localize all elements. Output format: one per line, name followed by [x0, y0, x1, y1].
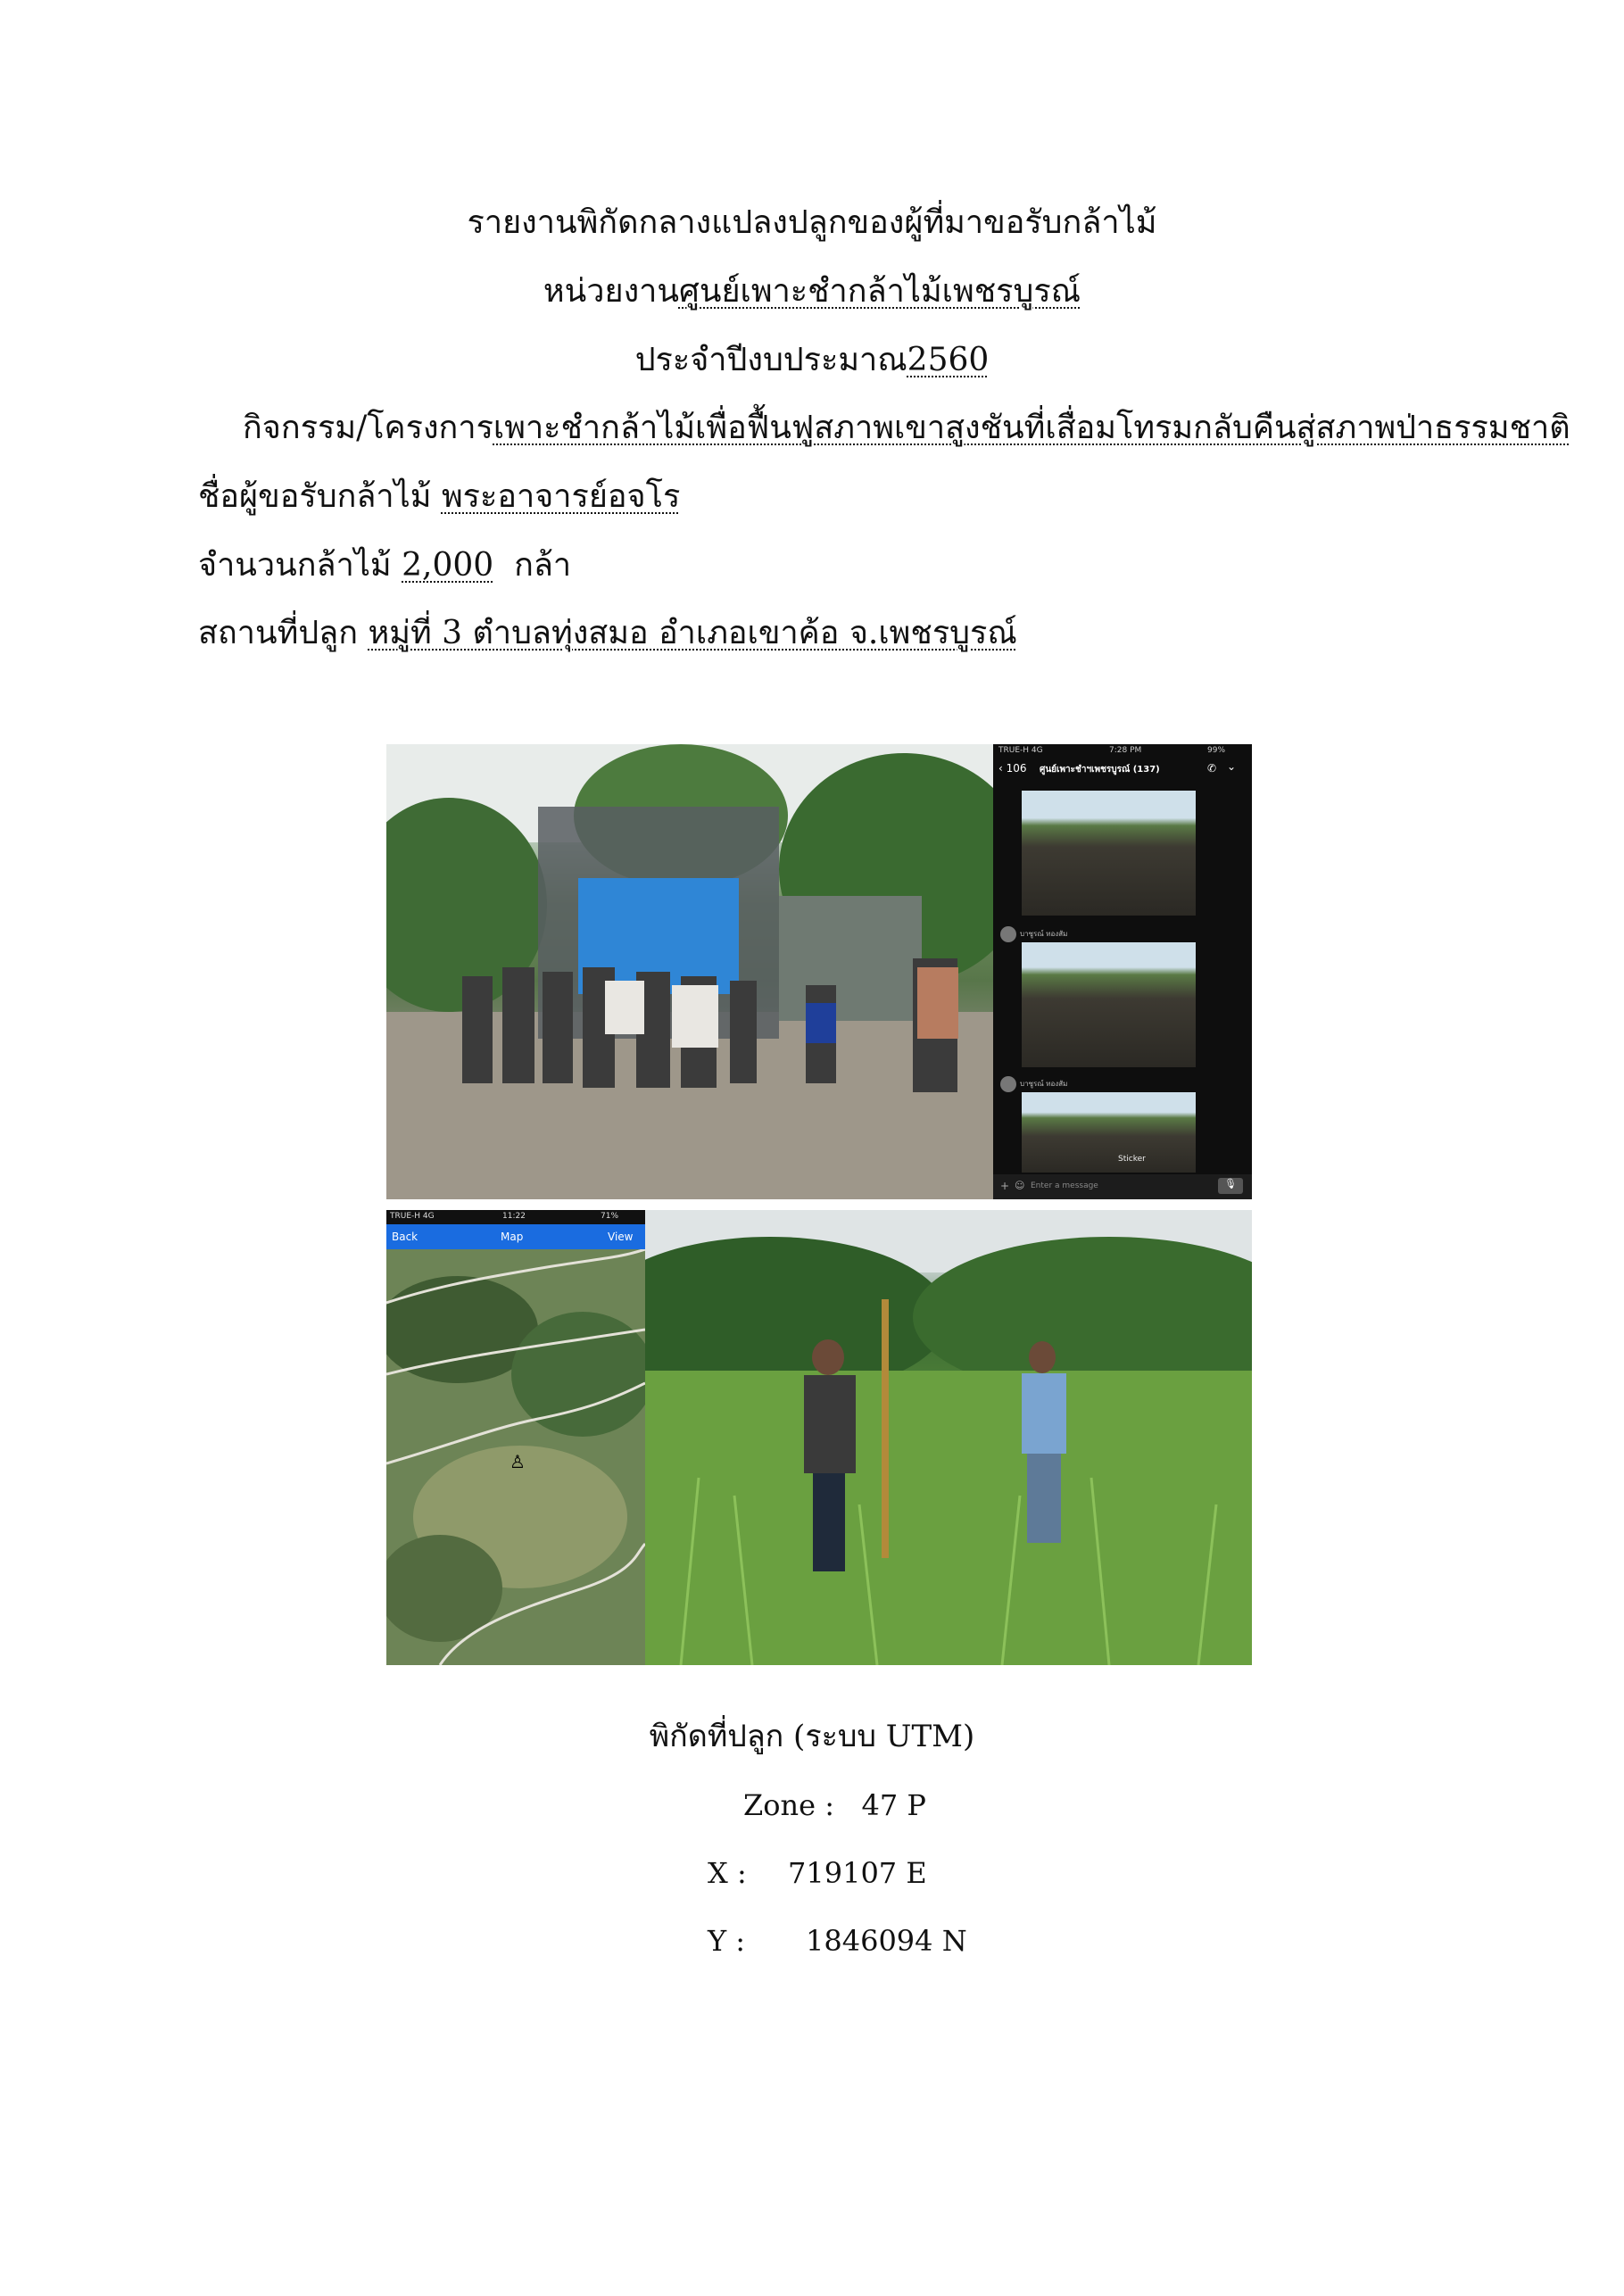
map-nav-bar [386, 1224, 645, 1249]
x-value: 719107 E [788, 1856, 927, 1890]
zone-line [743, 1788, 926, 1822]
emoji-icon[interactable]: ☺ [1015, 1180, 1025, 1191]
group-photo [386, 744, 993, 1199]
y-value: 1846094 N [806, 1924, 967, 1958]
fiscal-year-line [0, 341, 1624, 380]
chat-screenshot [993, 744, 1252, 1199]
agency-value: ศูนย์เพาะชำกล้าไม้เพชรบูรณ์ [678, 273, 1081, 310]
message-input[interactable]: Enter a message [1031, 1181, 1098, 1190]
fiscal-year-label: ประจำปีงบประมาณ [634, 342, 907, 378]
chat-status-time: 7:28 PM [1109, 746, 1142, 755]
chat-image-3[interactable] [1022, 1092, 1196, 1173]
map-status-bar [386, 1210, 645, 1224]
chat-sender-2: บาซูรณ์ ทองสัม [1020, 1080, 1068, 1088]
chat-image-2[interactable] [1022, 942, 1196, 1067]
chat-back-button[interactable] [998, 762, 1027, 775]
recipient-line [198, 477, 680, 517]
planting-site-illustration [645, 1210, 1252, 1665]
chat-back-count: 106 [1006, 762, 1027, 775]
map-screenshot [386, 1210, 645, 1665]
location-line [198, 614, 1017, 653]
agency-line [0, 272, 1624, 311]
map-status-time: 11:22 [502, 1212, 526, 1221]
avatar [1000, 1076, 1016, 1092]
project-value: เพาะชำกล้าไม้เพื่อฟื้นฟูสภาพเขาสูงชันที่เสื่อมโทรมกลับคืนสู่สภาพป่าธรรมชาติ [493, 410, 1570, 446]
map-status-carrier: TRUE-H 4G [390, 1212, 435, 1221]
chat-status-battery: 99% [1207, 746, 1226, 755]
amount-line [198, 546, 571, 585]
amount-label: จำนวนกล้าไม้ [198, 547, 392, 584]
phone-icon[interactable]: ✆ [1207, 762, 1217, 775]
fiscal-year-value: 2560 [907, 342, 990, 378]
microphone-icon[interactable]: 🎙 [1218, 1178, 1243, 1194]
zone-label: Zone : [743, 1788, 834, 1822]
avatar [1000, 926, 1016, 942]
location-label: สถานที่ปลูก [198, 615, 359, 651]
chat-status-carrier: TRUE-H 4G [998, 746, 1043, 755]
chat-sender-1: บาซูรณ์ ทองสัม [1020, 930, 1068, 938]
sticker-label[interactable]: Sticker [1118, 1155, 1146, 1164]
coordinates-heading: พิกัดที่ปลูก (ระบบ UTM) [649, 1719, 975, 1754]
zone-value: 47 P [861, 1788, 926, 1822]
map-view-button[interactable]: View [608, 1231, 634, 1243]
chat-title: ศูนย์เพาะชำฯเพชรบูรณ์ (137) [1040, 765, 1160, 775]
project-label: กิจกรรม/โครงการ [243, 410, 493, 446]
project-line [243, 409, 1570, 448]
y-coordinate-line [708, 1924, 967, 1958]
group-photo-illustration [386, 744, 993, 1199]
plus-icon[interactable]: + [1000, 1180, 1010, 1192]
chevron-left-icon: ‹ [998, 762, 1003, 775]
map-title: Map [501, 1231, 524, 1243]
x-label: X : [708, 1856, 747, 1890]
amount-value: 2,000 [402, 547, 494, 584]
chat-image-1[interactable] [1022, 791, 1196, 916]
chevron-down-icon[interactable]: ⌄ [1227, 760, 1237, 773]
chat-input-bar [993, 1174, 1252, 1199]
y-label: Y : [708, 1924, 746, 1958]
recipient-value: พระอาจารย์อจโร [441, 478, 681, 515]
recipient-label: ชื่อผู้ขอรับกล้าไม้ [198, 478, 432, 515]
agency-label: หน่วยงาน [543, 273, 679, 310]
map-back-button[interactable]: Back [392, 1231, 418, 1243]
x-coordinate-line [708, 1856, 927, 1890]
location-value: หมู่ที่ 3 ตำบลทุ่งสมอ อำเภอเขาค้อ จ.เพชรบูรณ์ [368, 615, 1017, 651]
report-title: รายงานพิกัดกลางแปลงปลูกของผู้ที่มาขอรับกล้าไม้ [467, 204, 1157, 241]
person-location-icon: ♙ [510, 1451, 526, 1472]
amount-unit: กล้า [514, 547, 572, 584]
planting-site-photo [645, 1210, 1252, 1665]
map-status-battery: 71% [601, 1212, 619, 1221]
